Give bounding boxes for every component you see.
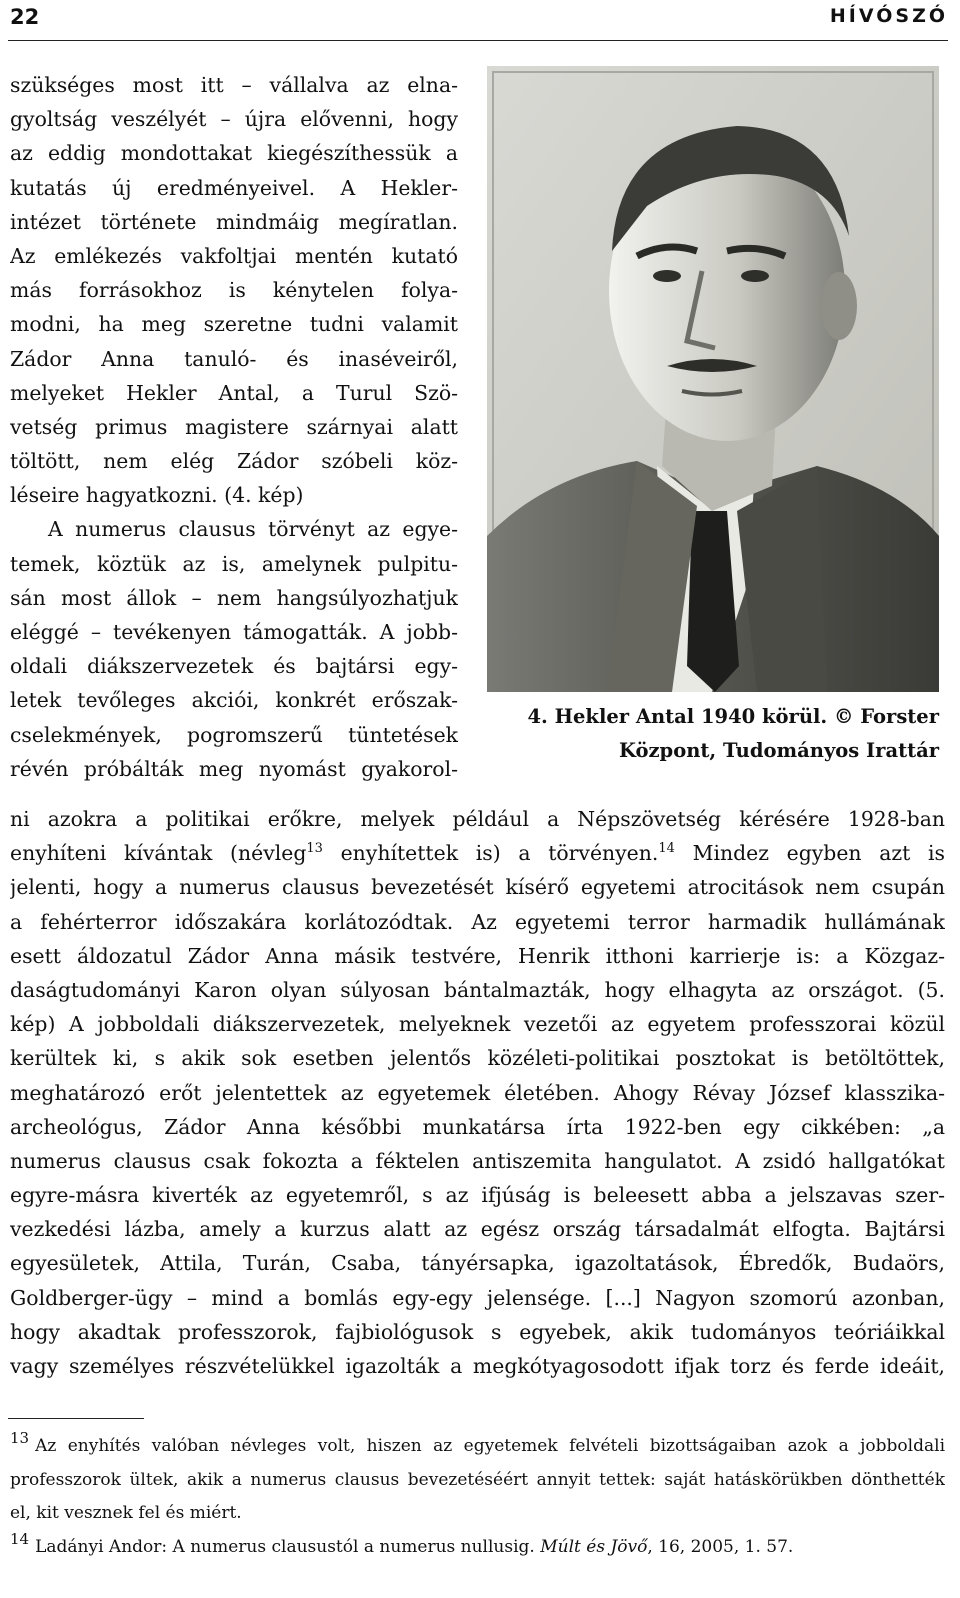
journal-name: Múlt és Jövő [540, 1536, 648, 1557]
text-line: egyre-másra kiverték az egyetemről, s az ifjúság is beleesett abba a jelszavas szer- [10, 1183, 945, 1208]
text-line: gyoltság veszélyét – újra elővenni, hogy [10, 107, 458, 132]
footnote-line [10, 1531, 945, 1565]
text-line: melyeket Hekler Antal, a Turul Szö- [10, 380, 458, 405]
text-run: , 16, 2005, 1. 57. [647, 1536, 794, 1557]
text-line: más forrásokhoz is kénytelen folya- [10, 278, 458, 303]
text-line: Az emlékezés vakfoltjai mentén kutató [10, 243, 458, 268]
text-line: kutatás új eredményeivel. A Hekler- [10, 175, 458, 200]
figure-caption-line: 4. Hekler Antal 1940 körül. © Forster [527, 705, 939, 728]
text-line: vezkedési lázba, amely a kurzus alatt az egész ország társadalmát elfogta. Bajtársi [10, 1217, 945, 1242]
left-column-text [10, 68, 458, 786]
page-number: 22 [10, 5, 40, 29]
text-line: archeológus, Zádor Anna későbbi munkatársa írta 1922-ben egy cikkében: „a [10, 1114, 945, 1139]
text-line: vetség primus magistere szárnyai alatt [10, 414, 458, 439]
text-line: szükséges most itt – vállalva az elna- [10, 73, 458, 97]
text-line: léseire hagyatkozni. (4. kép) [10, 483, 304, 508]
text-line: Goldberger-ügy – mind a bomlás egy-egy jelensége. [...] Nagyon szomorú azonban, [10, 1285, 945, 1310]
footnotes [10, 1430, 945, 1564]
text-line: sán most állok – nem hangsúlyozhatjuk [10, 585, 458, 610]
text-line: intézet története mindmáig megíratlan. [10, 209, 458, 234]
footnote-ref: 14 [658, 841, 675, 857]
text-line: temek, köztük az is, amelynek pulpitu- [10, 551, 458, 576]
text-line: hogy akadtak professzorok, fajbiológusok s egyebek, akik tudományos teóriáikkal [10, 1319, 945, 1344]
text-line: jelenti, hogy a numerus clausus bevezetését kísérő egyetemi atrocitások nem csupán [10, 875, 945, 900]
full-width-text [10, 802, 945, 1383]
text-line: kép) A jobboldali diákszervezetek, melyeknek vezetői az egyetem professzorai közül [10, 1012, 945, 1037]
footnote-ref: 13 [306, 841, 323, 857]
text-line: eléggé – tevékenyen támogatták. A jobb- [10, 620, 458, 645]
text-run: el, kit vesznek fel és miért. [10, 1503, 242, 1523]
text-run: Mindez egyben azt is [674, 841, 945, 866]
text-line: daságtudományi Karon olyan súlyosan bántalmazták, hogy elhagyta az országot. (5. [10, 977, 945, 1002]
journal-title: HÍVÓSZÓ [829, 5, 948, 27]
text-line: egyesületek, Attila, Turán, Csaba, tányérsapka, igazoltatások, Ébredők, Budaörs, [10, 1251, 945, 1276]
footnote-rule [8, 1418, 144, 1419]
text-line: A numerus clausus törvényt az egye- [48, 517, 458, 542]
text-line: numerus clausus csak fokozta a féktelen antiszemita hangulatot. A zsidó hallgatókat [10, 1148, 945, 1173]
page-header [8, 0, 948, 41]
text-line: a fehérterror időszakára korlátozódtak. Az egyetemi terror harmadik hullámának [10, 909, 945, 934]
text-run: enyhíteni kívántak (névleg [10, 841, 307, 866]
figure-caption [487, 700, 939, 768]
text-line: oldali diákszervezetek és bajtársi egy- [10, 654, 458, 679]
text-line: Zádor Anna tanuló- és inaséveiről, [10, 346, 458, 371]
text-run: enyhítettek is) a törvényen. [322, 841, 659, 866]
footnote-number: 13 [10, 1430, 30, 1447]
text-line: töltött, nem elég Zádor szóbeli köz- [10, 449, 458, 474]
text-run: Az enyhítés valóban névleges volt, hiszen az egyetemek felvételi bizottságaiban azok a jobboldali [35, 1436, 945, 1456]
text-run: professzorok ültek, akik a numerus clausus bevezetéséért annyit tettek: saját hatáskörükben dönthették [10, 1469, 945, 1490]
portrait-image [487, 66, 939, 692]
text-line: meghatározó erőt jelentettek az egyetemek életében. Ahogy Révay József klasszika- [10, 1080, 945, 1105]
footnote-line [10, 1464, 945, 1498]
text-line: esett áldozatul Zádor Anna másik testvére, Henrik itthoni karrierje is: a Közgaz- [10, 943, 945, 968]
text-line: kerültek ki, s akik sok esetben jelentős közéleti-politikai posztokat is betöltöttek, [10, 1046, 945, 1071]
footnote-number: 14 [10, 1529, 30, 1548]
text-line: ni azokra a politikai erőkre, melyek például a Népszövetség kérésére 1928-ban [10, 807, 945, 831]
text-line: révén próbálták meg nyomást gyakorol- [10, 756, 458, 781]
text-run: Ladányi Andor: A numerus clausustól a numerus nullusig. [35, 1536, 541, 1557]
text-line: az eddig mondottakat kiegészíthessük a [10, 141, 458, 166]
text-line [10, 836, 945, 870]
text-line: cselekmények, pogromszerű tüntetések [10, 722, 458, 747]
text-line: letek tevőleges akciói, konkrét erőszak- [10, 688, 458, 713]
text-line: modni, ha meg szeretne tudni valamit [10, 312, 458, 337]
footnote-line [10, 1430, 945, 1464]
text-line: vagy személyes részvételükkel igazolták a megkótyagosodott ifjak torz és ferde ideáit, [10, 1354, 945, 1378]
footnote-line [10, 1497, 945, 1531]
figure-caption-line: Központ, Tudományos Irattár [618, 739, 939, 762]
portrait-photo [487, 66, 939, 692]
